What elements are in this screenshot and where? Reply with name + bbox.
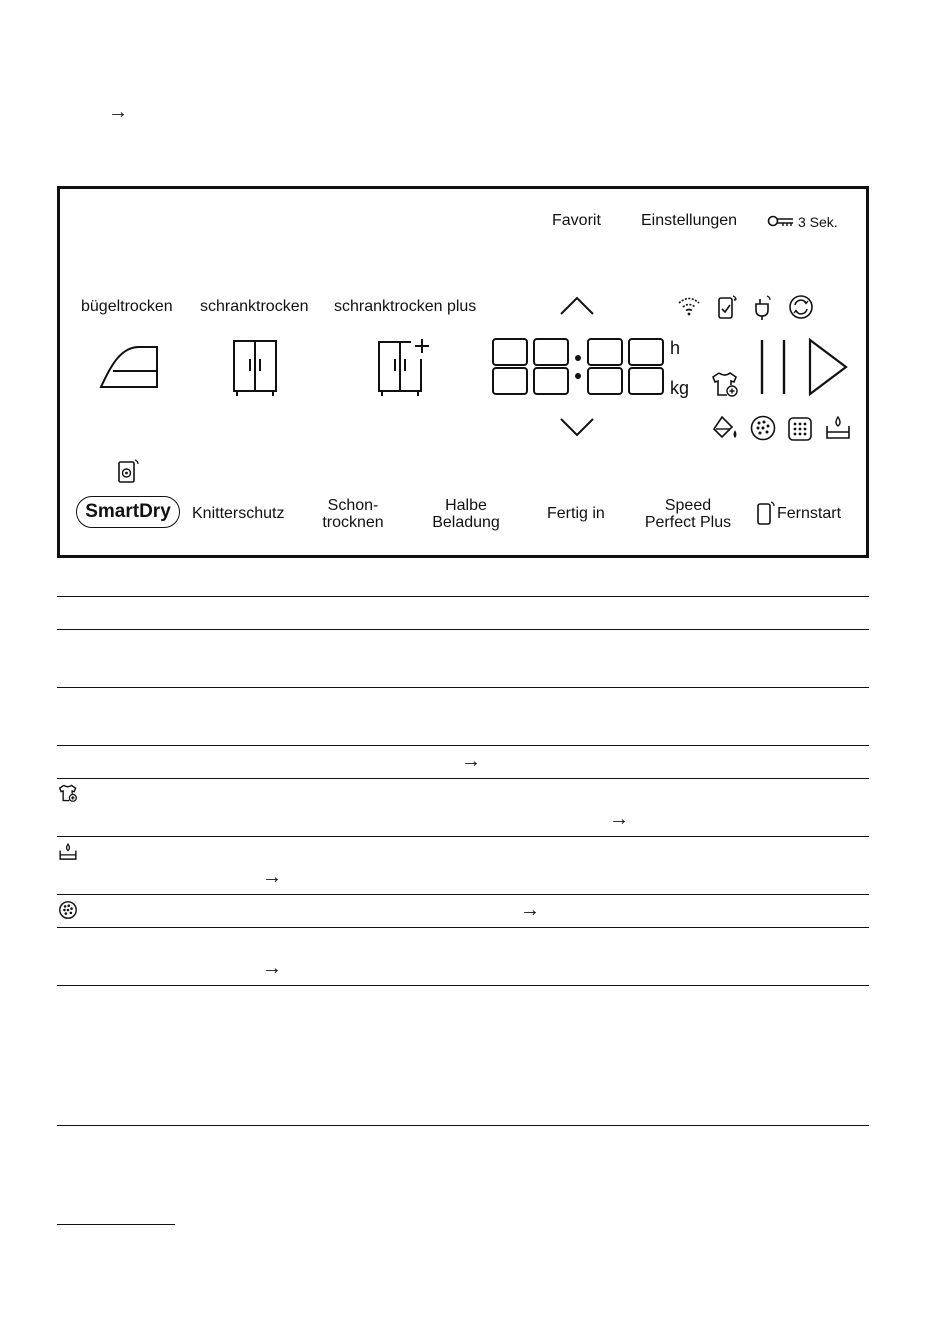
remote-phone-icon bbox=[717, 294, 739, 320]
halbe-beladung-line2: Beladung bbox=[432, 514, 500, 531]
table-rule bbox=[57, 836, 869, 837]
schontrocknen-line2: trocknen bbox=[322, 514, 384, 531]
key-icon bbox=[767, 214, 795, 228]
smartdry-button[interactable]: SmartDry bbox=[76, 496, 180, 528]
speed-line2: Perfect Plus bbox=[644, 514, 732, 531]
water-tank-icon bbox=[824, 414, 852, 442]
plug-icon bbox=[753, 294, 775, 320]
table-rule bbox=[57, 1125, 869, 1126]
program-label-schranktrocken[interactable]: schranktrocken bbox=[200, 298, 309, 315]
fill-container-icon bbox=[712, 414, 740, 442]
chevron-up-icon[interactable] bbox=[559, 296, 595, 316]
fertig-in-button[interactable]: Fertig in bbox=[547, 505, 605, 522]
table-arrow: → bbox=[262, 866, 282, 888]
table-rule bbox=[57, 894, 869, 895]
table-arrow: → bbox=[461, 750, 481, 772]
dryer-remote-icon bbox=[117, 458, 141, 484]
table-rule bbox=[57, 778, 869, 779]
refresh-icon bbox=[788, 294, 814, 320]
water-tank-icon bbox=[58, 842, 78, 862]
shirt-plus-icon bbox=[58, 784, 78, 802]
filter-icon bbox=[749, 414, 777, 442]
shirt-plus-icon bbox=[711, 371, 739, 397]
page-arrow: → bbox=[108, 101, 128, 123]
table-rule bbox=[57, 596, 869, 597]
sieve-icon bbox=[787, 414, 815, 442]
table-rule bbox=[57, 927, 869, 928]
halbe-beladung-button[interactable] bbox=[421, 497, 511, 531]
table-rule bbox=[57, 687, 869, 688]
speed-line1: Speed bbox=[664, 497, 712, 514]
table-arrow: → bbox=[520, 899, 540, 921]
schontrocknen-button[interactable] bbox=[313, 497, 393, 531]
unit-kg: kg bbox=[670, 378, 690, 398]
lock-label: 3 Sek. bbox=[798, 214, 838, 230]
table-rule bbox=[57, 629, 869, 630]
program-label-buegeltrocken[interactable]: bügeltrocken bbox=[81, 298, 173, 315]
wifi-icon bbox=[677, 296, 701, 316]
schontrocknen-line1: Schon- bbox=[327, 497, 379, 514]
wardrobe-icon[interactable] bbox=[232, 339, 278, 397]
chevron-down-icon[interactable] bbox=[559, 417, 595, 437]
fernstart-phone-icon bbox=[756, 500, 776, 526]
filter-icon bbox=[58, 900, 78, 920]
fernstart-button[interactable]: Fernstart bbox=[777, 505, 842, 522]
time-display bbox=[492, 338, 664, 396]
play-icon[interactable] bbox=[808, 338, 848, 396]
table-rule bbox=[57, 745, 869, 746]
footnote-rule bbox=[57, 1224, 175, 1225]
knitterschutz-button[interactable]: Knitterschutz bbox=[192, 505, 285, 522]
pause-icon[interactable] bbox=[758, 338, 788, 396]
favorit-label[interactable]: Favorit bbox=[552, 212, 601, 229]
table-rule bbox=[57, 985, 869, 986]
unit-hours: h bbox=[670, 338, 681, 358]
wardrobe-plus-icon[interactable] bbox=[377, 337, 433, 397]
halbe-beladung-line1: Halbe bbox=[445, 497, 487, 514]
speed-perfect-plus-button[interactable] bbox=[638, 497, 738, 531]
program-label-schranktrocken-plus[interactable]: schranktrocken plus bbox=[334, 298, 477, 315]
table-arrow: → bbox=[609, 808, 629, 830]
iron-icon[interactable] bbox=[99, 343, 161, 389]
table-arrow: → bbox=[262, 957, 282, 979]
einstellungen-label[interactable]: Einstellungen bbox=[641, 212, 738, 229]
